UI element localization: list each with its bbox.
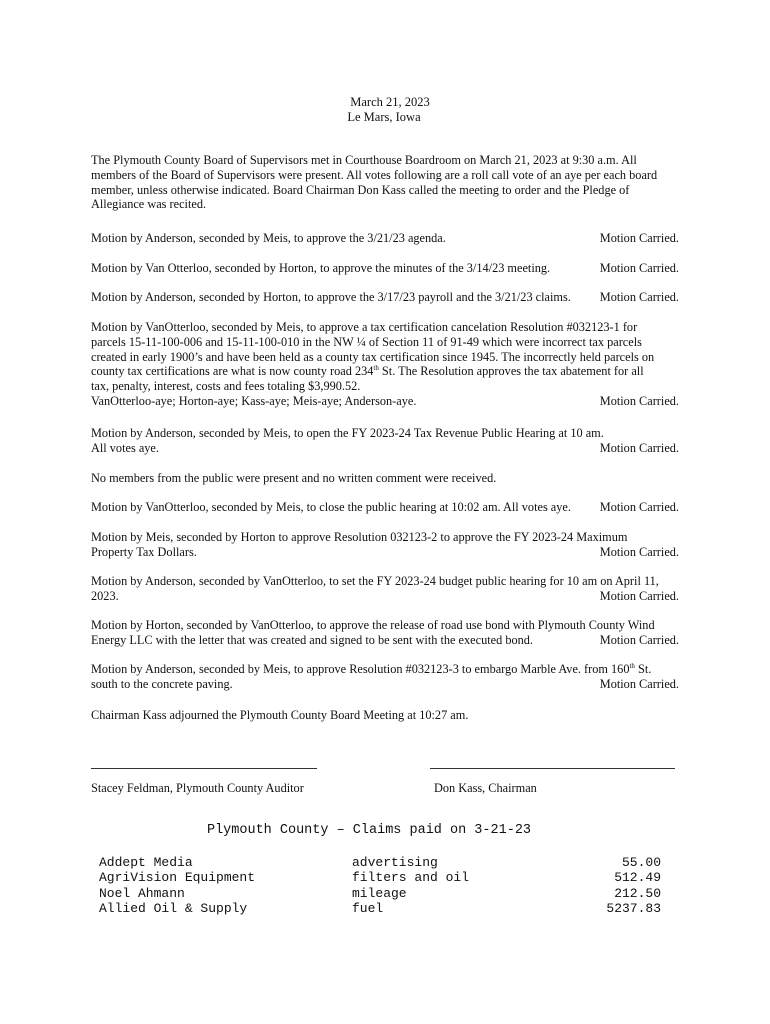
motion-text: Motion by Anderson, seconded by Horton, to approve the 3/17/23 payroll and the 3/21/23 claims. — [91, 290, 571, 304]
motion-line-part: county tax certifications are what is now county road 234 — [91, 364, 374, 379]
motion-result: Motion Carried. — [599, 632, 679, 647]
motion-result: Motion Carried. — [599, 290, 679, 304]
superscript: th — [373, 364, 379, 373]
motion-max-tax — [91, 530, 679, 560]
motion-open-hearing — [91, 426, 679, 456]
motion-result: Motion Carried. — [599, 500, 679, 514]
claim-description: advertising — [352, 855, 438, 870]
auditor-name: Stacey Feldman, Plymouth County Auditor — [91, 781, 304, 795]
claim-vendor: AgriVision Equipment — [99, 870, 256, 886]
motion-road-bond — [91, 618, 679, 648]
claim-vendor: Addept Media — [99, 855, 193, 870]
chairman-signature-line — [430, 768, 675, 769]
meeting-date: March 21, 2023 — [350, 95, 430, 109]
adjournment: Chairman Kass adjourned the Plymouth County Board Meeting at 10:27 am. — [91, 708, 469, 722]
motion-line: Motion by Anderson, seconded by Meis, to open the FY 2023-24 Tax Revenue Public Hearing at 10 am. — [91, 426, 604, 440]
claims-table — [99, 855, 661, 916]
chairman-name: Don Kass, Chairman — [434, 781, 537, 795]
motion-line: Motion by Horton, seconded by VanOtterloo, to approve the release of road use bond with Plymouth County Wind — [91, 618, 655, 632]
motion-line — [91, 662, 679, 677]
motion-embargo — [91, 662, 679, 692]
table-row — [99, 886, 661, 901]
motion-result: Motion Carried. — [599, 393, 679, 408]
motion-line-part: St. — [634, 662, 652, 676]
motion-text: Motion by Anderson, seconded by Meis, to approve the 3/21/23 agenda. — [91, 231, 446, 245]
auditor-signature-line — [91, 768, 317, 769]
motion-tax-certification — [91, 320, 691, 409]
motion-result: Motion Carried. — [599, 588, 679, 603]
motion-line: tax, penalty, interest, costs and fees totaling $3,990.52. — [91, 379, 361, 394]
motion-text: Motion by VanOtterloo, seconded by Meis, to close the public hearing at 10:02 am. All votes aye. — [91, 500, 571, 514]
motion-line — [91, 364, 691, 379]
meeting-location: Le Mars, Iowa — [347, 110, 421, 124]
claim-amount: 5237.83 — [606, 900, 661, 916]
motion-line: 2023. — [91, 588, 119, 603]
motion-result: Motion Carried. — [599, 231, 679, 245]
claim-description: filters and oil — [352, 870, 470, 886]
claims-title: Plymouth County – Claims paid on 3-21-23 — [206, 823, 532, 838]
motion-line: Energy LLC with the letter that was created and signed to be sent with the executed bond. — [91, 632, 533, 647]
motion-agenda — [91, 231, 679, 246]
motion-result: Motion Carried. — [599, 676, 679, 691]
motion-text: Motion by Van Otterloo, seconded by Horton, to approve the minutes of the 3/14/23 meeting. — [91, 261, 551, 275]
motion-result: Motion Carried. — [599, 440, 679, 455]
motion-close-hearing — [91, 500, 679, 515]
public-comment-note: No members from the public were present and no written comment were received. — [91, 471, 497, 485]
motion-budget-hearing — [91, 574, 679, 604]
motion-line: Motion by Meis, seconded by Horton to approve Resolution 032123-2 to approve the FY 2023-24 Maximum — [91, 530, 628, 544]
table-row — [99, 870, 661, 885]
table-row — [99, 901, 661, 916]
claim-vendor: Noel Ahmann — [99, 885, 185, 901]
claim-description: fuel — [352, 900, 384, 916]
claim-description: mileage — [352, 885, 407, 901]
motion-line-part: St. The Resolution approves the tax abatement for all — [378, 364, 644, 379]
claim-amount: 55.00 — [621, 855, 661, 870]
motion-line-part: Motion by Anderson, seconded by Meis, to approve Resolution #032123-3 to embargo Marble Ave. from 160 — [91, 662, 630, 676]
intro-paragraph: The Plymouth County Board of Supervisors met in Courthouse Boardroom on March 21, 2023 at 9:30 a.m. All members of the Board of Supervisors were present. All votes following are a roll call vote of an aye per each board member, unless otherwise indicated. Board Chairman Don Kass called the meeting to order and the Pledge of Allegiance was recited. — [91, 153, 658, 212]
motion-line: created in early 1900’s and have been held as a county tax certification since 1945. The incorrectly held parcels on — [91, 349, 655, 364]
motion-line: parcels 15-11-100-006 and 15-11-100-010 in the NW ¼ of Section 11 of 91-49 which were incorrect tax parcels — [91, 334, 642, 349]
motion-result: Motion Carried. — [599, 544, 679, 559]
table-row — [99, 855, 661, 870]
motion-line: south to the concrete paving. — [91, 676, 233, 691]
motion-result: Motion Carried. — [599, 261, 679, 275]
claim-vendor: Allied Oil & Supply — [99, 900, 248, 916]
superscript: th — [629, 661, 635, 670]
motion-payroll — [91, 290, 679, 305]
motion-line: Motion by VanOtterloo, seconded by Meis, to approve a tax certification cancelation Resolution #032123-1 for — [91, 320, 638, 334]
claim-amount: 212.50 — [614, 885, 661, 901]
motion-line: Property Tax Dollars. — [91, 544, 197, 559]
vote-tally: VanOtterloo-aye; Horton-aye; Kass-aye; Meis-aye; Anderson-aye. — [91, 393, 417, 408]
motion-minutes — [91, 261, 679, 276]
claim-amount: 512.49 — [614, 870, 661, 886]
motion-line: Motion by Anderson, seconded by VanOtterloo, to set the FY 2023-24 budget public hearing for 10 am on April 11, — [91, 574, 659, 588]
motion-line: All votes aye. — [91, 440, 159, 455]
